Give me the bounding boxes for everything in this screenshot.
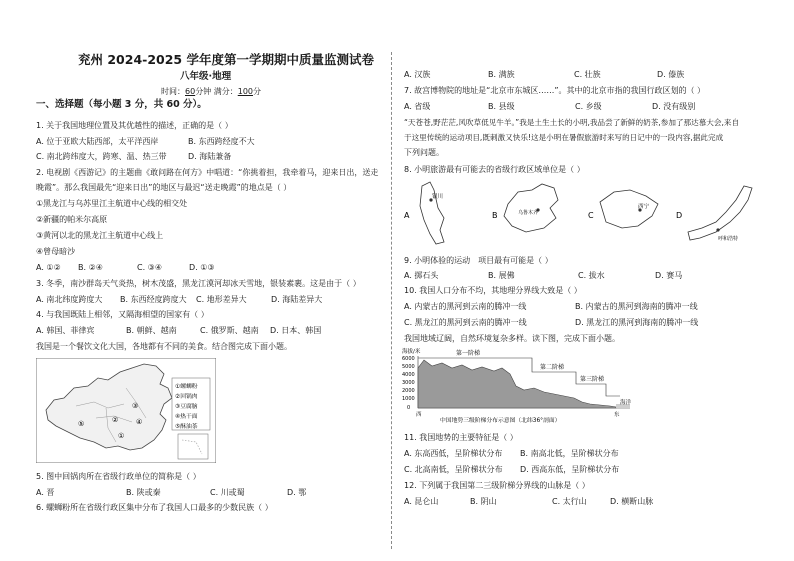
- question-8: 8. 小明旅游最有可能去的省级行政区域单位是（ ）: [404, 165, 585, 174]
- question-11: 11. 我国地势的主要特征是（ ）: [404, 433, 518, 442]
- q11-option-a: A. 东高西低，呈阶梯状分布: [404, 449, 503, 458]
- q2-option-b: B. ②④: [78, 263, 103, 272]
- question-7: 7. 故宫博物院的地址是“北京市东城区……”。其中的北京市指的我国行政区划的（ ）: [404, 86, 706, 95]
- shape-label-c: 西宁: [638, 204, 650, 210]
- china-food-map: [36, 358, 216, 463]
- column-divider: [391, 52, 392, 549]
- q12-option-d: D. 横断山脉: [610, 497, 654, 506]
- q1-option-c: C. 南北跨纬度大，跨寒、温、热三带: [36, 152, 167, 161]
- q2-item-4: ④曾母暗沙: [36, 247, 76, 256]
- q3-option-c: C. 地形差异大: [196, 295, 247, 304]
- q6-option-d: D. 傣族: [657, 70, 685, 79]
- q9-option-a: A. 掷石头: [404, 271, 439, 280]
- q3-option-a: A. 南北纬度跨度大: [36, 295, 103, 304]
- question-12: 12. 下列属于我国第二三级阶梯分界线的山脉是（ ）: [404, 481, 590, 490]
- map-marker-3: ③: [132, 402, 139, 410]
- q6-option-a: A. 汉族: [404, 70, 431, 79]
- province-shape-b: [504, 184, 558, 232]
- q9-option-b: B. 展佛: [488, 271, 515, 280]
- q10-option-a: A. 内蒙古的黑河到云南的腾冲一线: [404, 302, 527, 311]
- question-9: 9. 小明体验的运动 项目最有可能是（ ）: [404, 256, 553, 265]
- q6-option-b: B. 满族: [488, 70, 515, 79]
- question-2-line2: 晚霞”。那么我国最先“迎来日出”的地区与最迟“送走晚霞”的地点是（ ）: [36, 183, 292, 192]
- q7-option-b: B. 县级: [488, 102, 515, 111]
- map-marker-4: ④: [136, 418, 143, 426]
- legend-item-4: ④热干面: [175, 414, 198, 420]
- shape-letter-d: D: [676, 211, 683, 220]
- q11-option-d: D. 西高东低，呈阶梯状分布: [520, 465, 620, 474]
- shape-label-a: 银川: [432, 194, 444, 200]
- question-1: 1. 关于我国地理位置及其优越性的描述，正确的是（ ）: [36, 121, 233, 130]
- q2-item-1: ①黑龙江与乌苏里江主航道中心线的相交处: [36, 199, 188, 208]
- q11-option-b: B. 南高北低，呈阶梯状分布: [520, 449, 619, 458]
- ytick-2000: 2000: [402, 388, 415, 394]
- shape-letter-a: A: [404, 211, 410, 220]
- q7-option-c: C. 乡级: [575, 102, 602, 111]
- step-2-label: 第二阶梯: [540, 364, 565, 371]
- step-3-label: 第三阶梯: [580, 376, 605, 383]
- q11-option-c: C. 北高南低，呈阶梯状分布: [404, 465, 503, 474]
- time-score-line: [161, 87, 261, 97]
- terrain-profile-diagram: [398, 346, 648, 424]
- map-marker-2: ②: [112, 416, 119, 424]
- ytick-6000: 6000: [402, 356, 415, 362]
- q1-option-a: A. 位于亚欧大陆西部，太平洋西岸: [36, 137, 159, 146]
- q3-option-b: B. 东西经度跨度大: [120, 295, 187, 304]
- question-2-line1: 2. 电视剧《西游记》的主题曲《敢问路在何方》中唱道：“你挑着担，我牵着马，迎来日出，送走: [36, 168, 379, 177]
- map-marker-1: ①: [118, 432, 125, 440]
- q4-option-d: D. 日本、韩国: [270, 326, 322, 335]
- food-intro: 我国是一个餐饮文化大国，各地都有不同的美食。结合图完成下面小题。: [36, 342, 292, 351]
- q2-option-c: C. ③④: [137, 263, 163, 272]
- q1-option-b: B. 东西跨经度不大: [188, 137, 255, 146]
- time-label: 时间：: [161, 87, 185, 96]
- grade-subject: 八年级·地理: [180, 71, 232, 82]
- legend-item-1: ①螺蛳粉: [175, 384, 198, 390]
- q4-option-b: B. 朝鲜、越南: [126, 326, 177, 335]
- q4-option-c: C. 俄罗斯、越南: [200, 326, 259, 335]
- terrain-intro: 我国地域辽阔，自然环境复杂多样。读下图，完成下面小题。: [404, 334, 620, 343]
- ytick-1000: 1000: [402, 396, 415, 402]
- section-heading: 一、选择题（每小题 3 分，共 60 分）。: [36, 99, 207, 110]
- q9-option-c: C. 拔水: [578, 271, 605, 280]
- question-3: 3. 冬季，南沙群岛天气炎热，树木茂盛，黑龙江漠河却冰天雪地，银装素裹。这是由于（ ）: [36, 279, 361, 288]
- profile-caption: 中国地势三级阶梯分布示意图（北纬36°剖面）: [440, 418, 561, 424]
- q7-option-d: D. 没有级别: [652, 102, 696, 111]
- province-shapes: [400, 178, 760, 248]
- legend-item-5: ⑤酥油茶: [175, 424, 198, 430]
- ytick-3000: 3000: [402, 380, 415, 386]
- question-4: 4. 与我国既陆上相邻，又隔海相望的国家有（ ）: [36, 310, 209, 319]
- q10-option-c: C. 黑龙江的黑河到云南的腾冲一线: [404, 318, 527, 327]
- q12-option-c: C. 太行山: [552, 497, 587, 506]
- q10-option-b: B. 内蒙古的黑河到海南的腾冲一线: [575, 302, 698, 311]
- q5-option-a: A. 晋: [36, 488, 55, 497]
- q2-option-a: A. ①②: [36, 263, 61, 272]
- q12-option-a: A. 昆仑山: [404, 497, 439, 506]
- ytick-0: 0: [407, 405, 411, 411]
- q6-option-c: C. 壮族: [574, 70, 601, 79]
- score-unit: 分: [253, 87, 262, 96]
- sea-label: 海洋: [620, 400, 632, 406]
- score-value: 100: [237, 87, 254, 96]
- q3-option-d: D. 海陆差异大: [271, 295, 323, 304]
- question-6: 6. 螺蛳粉所在省级行政区集中分布了我国人口最多的少数民族（ ）: [36, 503, 273, 512]
- exam-title: 兖州 2024-2025 学年度第一学期期中质量监测试卷: [78, 52, 374, 67]
- shape-letter-b: B: [492, 211, 498, 220]
- q5-option-d: D. 鄂: [287, 488, 307, 497]
- q5-option-b: B. 陕或秦: [126, 488, 161, 497]
- time-value: 60: [185, 87, 196, 96]
- ytick-5000: 5000: [402, 364, 415, 370]
- q2-item-3: ③黄河以北的黑龙江主航道中心线上: [36, 231, 164, 240]
- q4-option-a: A. 韩国、菲律宾: [36, 326, 95, 335]
- q10-option-d: D. 黑龙江的黑河到海南的腾冲一线: [575, 318, 699, 327]
- shape-letter-c: C: [588, 211, 594, 220]
- ytick-4000: 4000: [402, 372, 415, 378]
- shape-label-b: 乌鲁木齐: [518, 210, 539, 216]
- q1-option-d: D. 海陆兼备: [188, 152, 232, 161]
- q9-option-d: D. 赛马: [655, 271, 683, 280]
- step-1-label: 第一阶梯: [456, 350, 481, 357]
- province-shape-d: [688, 186, 752, 240]
- time-unit: 分钟: [195, 87, 212, 96]
- passage-line3: 下列问题。: [404, 148, 444, 157]
- question-5: 5. 图中回锅肉所在省级行政单位的简称是（ ）: [36, 472, 201, 481]
- legend-item-2: ②回锅肉: [175, 394, 198, 400]
- q12-option-b: B. 阴山: [470, 497, 497, 506]
- passage-line1: “天苍苍,野茫茫,风吹草低见牛羊。”我是土生土长的小明,我品尝了新鲜的奶茶,参加了那达慕大会,来自: [404, 118, 740, 127]
- south-china-sea-inset: [178, 434, 208, 459]
- q7-option-a: A. 省级: [404, 102, 431, 111]
- question-10: 10. 我国人口分布不均，其地理分界线大致是（ ）: [404, 286, 582, 295]
- profile-ylabel: 海拔/米: [402, 349, 421, 355]
- passage-line2: 于这里传统的运动项目,既刺激又快乐!这是小明在暑假旅游时来写的日记中的一段内容,据此完成: [404, 133, 724, 142]
- east-label: 东: [614, 412, 620, 418]
- q2-option-d: D. ①③: [189, 263, 215, 272]
- q2-item-2: ②新疆的帕米尔高原: [36, 215, 108, 224]
- q5-option-c: C. 川或蜀: [210, 488, 245, 497]
- map-marker-5: ⑤: [78, 420, 85, 428]
- score-label: 满分：: [213, 87, 238, 96]
- west-label: 西: [416, 412, 422, 418]
- legend-item-3: ③豆腐脑: [175, 404, 198, 410]
- province-shape-a: [420, 182, 444, 244]
- shape-label-d: 呼和浩特: [718, 236, 739, 242]
- province-shape-c: [600, 190, 658, 228]
